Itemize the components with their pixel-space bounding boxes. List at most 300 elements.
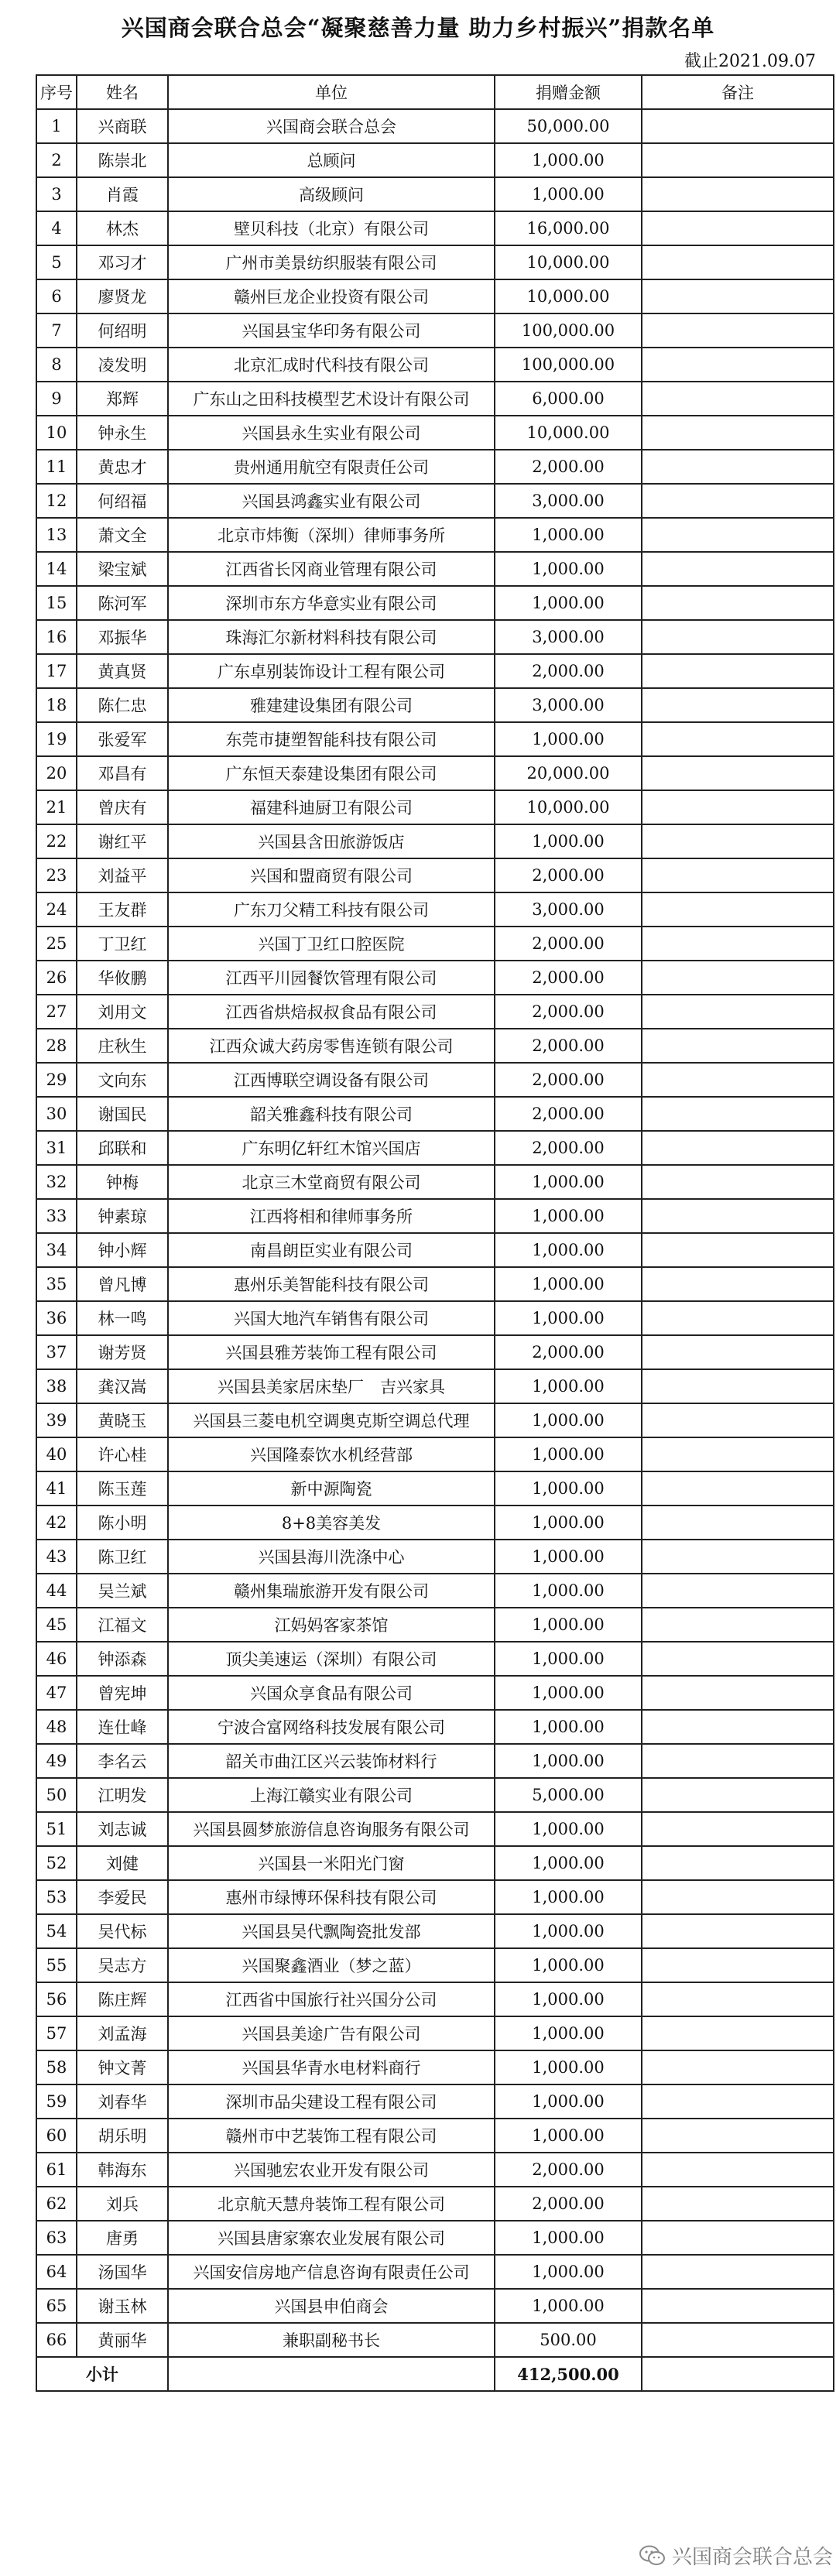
- row-note: [642, 1846, 834, 1880]
- row-no: 1: [36, 109, 77, 143]
- row-unit: 兴国县华青水电材料商行: [168, 2050, 495, 2084]
- row-no: 12: [36, 484, 77, 518]
- row-name: 吴代标: [77, 1914, 168, 1948]
- table-row: [36, 382, 834, 416]
- row-note: [642, 1165, 834, 1199]
- row-unit: 顶尖美速运（深圳）有限公司: [168, 1642, 495, 1676]
- row-no: 36: [36, 1301, 77, 1335]
- table-row: [36, 552, 834, 586]
- row-name: 刘春华: [77, 2084, 168, 2119]
- row-no: 47: [36, 1676, 77, 1710]
- table-row: [36, 348, 834, 382]
- table-row: [36, 1676, 834, 1710]
- row-note: [642, 1301, 834, 1335]
- row-unit: 韶关雅鑫科技有限公司: [168, 1097, 495, 1131]
- header-row: [36, 75, 834, 109]
- row-name: 谢国民: [77, 1097, 168, 1131]
- row-name: 钟文菁: [77, 2050, 168, 2084]
- row-unit: 兴国县宝华印务有限公司: [168, 313, 495, 348]
- row-unit: 深圳市东方华意实业有限公司: [168, 586, 495, 620]
- row-note: [642, 1233, 834, 1267]
- row-name: 吴兰斌: [77, 1574, 168, 1608]
- row-no: 63: [36, 2221, 77, 2255]
- total-amount: 412,500.00: [495, 2357, 642, 2391]
- row-amount: 1,000.00: [495, 586, 642, 620]
- row-note: [642, 927, 834, 961]
- row-unit: 雅建建设集团有限公司: [168, 688, 495, 722]
- row-amount: 6,000.00: [495, 382, 642, 416]
- row-amount: 1,000.00: [495, 518, 642, 552]
- row-amount: 1,000.00: [495, 1267, 642, 1301]
- row-note: [642, 1914, 834, 1948]
- row-name: 邓昌有: [77, 756, 168, 790]
- row-note: [642, 2323, 834, 2357]
- table-row: [36, 927, 834, 961]
- table-row: [36, 1097, 834, 1131]
- table-row: [36, 654, 834, 688]
- row-no: 32: [36, 1165, 77, 1199]
- row-note: [642, 892, 834, 927]
- row-no: 64: [36, 2255, 77, 2289]
- row-no: 60: [36, 2119, 77, 2153]
- row-amount: 1,000.00: [495, 2016, 642, 2050]
- table-row: [36, 1335, 834, 1369]
- row-name: 黄真贤: [77, 654, 168, 688]
- row-unit: 北京三木堂商贸有限公司: [168, 1165, 495, 1199]
- row-amount: 500.00: [495, 2323, 642, 2357]
- row-unit: 珠海汇尔新材料科技有限公司: [168, 620, 495, 654]
- row-name: 汤国华: [77, 2255, 168, 2289]
- table-row: [36, 143, 834, 177]
- table-row: [36, 688, 834, 722]
- row-no: 54: [36, 1914, 77, 1948]
- row-note: [642, 688, 834, 722]
- table-row: [36, 2187, 834, 2221]
- table-row: [36, 892, 834, 927]
- row-name: 陈仁忠: [77, 688, 168, 722]
- row-name: 林杰: [77, 211, 168, 245]
- row-unit: 总顾问: [168, 143, 495, 177]
- row-amount: 2,000.00: [495, 1131, 642, 1165]
- row-name: 刘孟海: [77, 2016, 168, 2050]
- row-no: 48: [36, 1710, 77, 1744]
- row-amount: 3,000.00: [495, 620, 642, 654]
- row-note: [642, 2153, 834, 2187]
- total-label: 小计: [36, 2357, 168, 2391]
- table-row: [36, 1437, 834, 1471]
- row-amount: 1,000.00: [495, 1437, 642, 1471]
- table-row: [36, 1063, 834, 1097]
- row-name: 李名云: [77, 1744, 168, 1778]
- row-amount: 1,000.00: [495, 1642, 642, 1676]
- row-name: 邱联和: [77, 1131, 168, 1165]
- row-name: 刘志诚: [77, 1812, 168, 1846]
- row-amount: 1,000.00: [495, 2050, 642, 2084]
- row-name: 许心桂: [77, 1437, 168, 1471]
- row-note: [642, 790, 834, 824]
- table-row: [36, 1029, 834, 1063]
- row-no: 7: [36, 313, 77, 348]
- row-name: 黄丽华: [77, 2323, 168, 2357]
- row-unit: 江西省中国旅行社兴国分公司: [168, 1982, 495, 2016]
- row-name: 陈崇北: [77, 143, 168, 177]
- row-unit: 东莞市捷塑智能科技有限公司: [168, 722, 495, 756]
- row-note: [642, 1029, 834, 1063]
- row-note: [642, 1642, 834, 1676]
- row-name: 郑辉: [77, 382, 168, 416]
- table-row: [36, 1744, 834, 1778]
- row-no: 18: [36, 688, 77, 722]
- row-no: 46: [36, 1642, 77, 1676]
- row-amount: 100,000.00: [495, 348, 642, 382]
- row-amount: 1,000.00: [495, 2255, 642, 2289]
- row-unit: 兴国聚鑫酒业（梦之蓝）: [168, 1948, 495, 1982]
- row-unit: 赣州集瑞旅游开发有限公司: [168, 1574, 495, 1608]
- row-note: [642, 824, 834, 858]
- row-name: 陈河军: [77, 586, 168, 620]
- row-no: 6: [36, 279, 77, 313]
- row-no: 2: [36, 143, 77, 177]
- row-amount: 1,000.00: [495, 2221, 642, 2255]
- row-no: 28: [36, 1029, 77, 1063]
- table-row: [36, 586, 834, 620]
- table-row: [36, 416, 834, 450]
- row-name: 钟永生: [77, 416, 168, 450]
- row-no: 4: [36, 211, 77, 245]
- row-unit: 兴国丁卫红口腔医院: [168, 927, 495, 961]
- watermark-text: 兴国商会联合总会: [671, 2546, 833, 2569]
- table-row: [36, 2221, 834, 2255]
- total-unit-cell: [168, 2357, 495, 2391]
- row-no: 11: [36, 450, 77, 484]
- row-name: 林一鸣: [77, 1301, 168, 1335]
- row-note: [642, 552, 834, 586]
- row-no: 31: [36, 1131, 77, 1165]
- row-name: 陈玉莲: [77, 1471, 168, 1506]
- table-row: [36, 824, 834, 858]
- row-amount: 16,000.00: [495, 211, 642, 245]
- table-row: [36, 518, 834, 552]
- row-amount: 1,000.00: [495, 1948, 642, 1982]
- row-note: [642, 858, 834, 892]
- row-no: 58: [36, 2050, 77, 2084]
- row-unit: 兴国县吴代飘陶瓷批发部: [168, 1914, 495, 1948]
- row-amount: 10,000.00: [495, 790, 642, 824]
- table-row: [36, 1812, 834, 1846]
- table-row: [36, 1233, 834, 1267]
- row-note: [642, 1948, 834, 1982]
- row-unit: 兴国隆泰饮水机经营部: [168, 1437, 495, 1471]
- row-no: 14: [36, 552, 77, 586]
- row-amount: 1,000.00: [495, 1914, 642, 1948]
- row-name: 刘益平: [77, 858, 168, 892]
- row-no: 45: [36, 1608, 77, 1642]
- row-no: 17: [36, 654, 77, 688]
- row-no: 25: [36, 927, 77, 961]
- row-note: [642, 1506, 834, 1540]
- header-note: 备注: [642, 75, 834, 109]
- row-amount: 1,000.00: [495, 1710, 642, 1744]
- row-note: [642, 2050, 834, 2084]
- row-no: 15: [36, 586, 77, 620]
- row-name: 萧文全: [77, 518, 168, 552]
- row-no: 39: [36, 1403, 77, 1437]
- row-amount: 1,000.00: [495, 1676, 642, 1710]
- table-row: [36, 1778, 834, 1812]
- row-note: [642, 1199, 834, 1233]
- row-amount: 1,000.00: [495, 1744, 642, 1778]
- total-note-cell: [642, 2357, 834, 2391]
- row-name: 江明发: [77, 1778, 168, 1812]
- row-note: [642, 2221, 834, 2255]
- row-amount: 2,000.00: [495, 961, 642, 995]
- row-no: 40: [36, 1437, 77, 1471]
- row-amount: 1,000.00: [495, 1233, 642, 1267]
- row-no: 44: [36, 1574, 77, 1608]
- row-name: 兴商联: [77, 109, 168, 143]
- table-row: [36, 177, 834, 211]
- table-row: [36, 756, 834, 790]
- row-name: 何绍明: [77, 313, 168, 348]
- row-amount: 2,000.00: [495, 995, 642, 1029]
- row-name: 文向东: [77, 1063, 168, 1097]
- row-note: [642, 2119, 834, 2153]
- row-unit: 兴国县雅芳装饰工程有限公司: [168, 1335, 495, 1369]
- row-unit: 兴国县海川洗涤中心: [168, 1540, 495, 1574]
- table-row: [36, 1199, 834, 1233]
- table-row: [36, 109, 834, 143]
- table-row: [36, 2323, 834, 2357]
- table-body: [36, 109, 834, 2357]
- row-amount: 1,000.00: [495, 1982, 642, 2016]
- row-name: 连仕峰: [77, 1710, 168, 1744]
- row-note: [642, 484, 834, 518]
- row-name: 王友群: [77, 892, 168, 927]
- row-note: [642, 2289, 834, 2323]
- row-unit: 江西省烘焙叔叔食品有限公司: [168, 995, 495, 1029]
- row-amount: 2,000.00: [495, 1097, 642, 1131]
- row-unit: 兴国安信房地产信息咨询有限责任公司: [168, 2255, 495, 2289]
- table-row: [36, 995, 834, 1029]
- header-no: 序号: [36, 75, 77, 109]
- row-no: 26: [36, 961, 77, 995]
- row-note: [642, 1471, 834, 1506]
- row-amount: 1,000.00: [495, 1301, 642, 1335]
- row-no: 55: [36, 1948, 77, 1982]
- row-name: 曾宪坤: [77, 1676, 168, 1710]
- row-amount: 1,000.00: [495, 2084, 642, 2119]
- row-name: 廖贤龙: [77, 279, 168, 313]
- row-no: 61: [36, 2153, 77, 2187]
- row-name: 陈小明: [77, 1506, 168, 1540]
- header-unit: 单位: [168, 75, 495, 109]
- row-unit: 兴国县三菱电机空调奥克斯空调总代理: [168, 1403, 495, 1437]
- row-no: 41: [36, 1471, 77, 1506]
- row-note: [642, 143, 834, 177]
- table-row: [36, 2153, 834, 2187]
- row-name: 张爱军: [77, 722, 168, 756]
- row-amount: 1,000.00: [495, 2119, 642, 2153]
- table-row: [36, 1165, 834, 1199]
- row-name: 钟梅: [77, 1165, 168, 1199]
- row-amount: 1,000.00: [495, 177, 642, 211]
- row-unit: 宁波合富网络科技发展有限公司: [168, 1710, 495, 1744]
- row-no: 57: [36, 2016, 77, 2050]
- row-note: [642, 1676, 834, 1710]
- row-note: [642, 722, 834, 756]
- row-amount: 3,000.00: [495, 892, 642, 927]
- row-amount: 100,000.00: [495, 313, 642, 348]
- row-note: [642, 348, 834, 382]
- row-unit: 北京汇成时代科技有限公司: [168, 348, 495, 382]
- row-unit: 广东山之田科技模型艺术设计有限公司: [168, 382, 495, 416]
- row-no: 50: [36, 1778, 77, 1812]
- row-no: 49: [36, 1744, 77, 1778]
- table-row: [36, 620, 834, 654]
- row-no: 66: [36, 2323, 77, 2357]
- table-row: [36, 1301, 834, 1335]
- row-no: 38: [36, 1369, 77, 1403]
- row-unit: 韶关市曲江区兴云装饰材料行: [168, 1744, 495, 1778]
- row-note: [642, 245, 834, 279]
- row-name: 胡乐明: [77, 2119, 168, 2153]
- table-row: [36, 211, 834, 245]
- table-row: [36, 279, 834, 313]
- row-name: 黄忠才: [77, 450, 168, 484]
- row-note: [642, 1574, 834, 1608]
- row-note: [642, 1812, 834, 1846]
- table-row: [36, 1471, 834, 1506]
- row-amount: 2,000.00: [495, 858, 642, 892]
- row-unit: 赣州市中艺装饰工程有限公司: [168, 2119, 495, 2153]
- row-note: [642, 995, 834, 1029]
- row-name: 梁宝斌: [77, 552, 168, 586]
- watermark: [639, 2541, 833, 2570]
- row-unit: 北京航天慧舟装饰工程有限公司: [168, 2187, 495, 2221]
- table-row: [36, 245, 834, 279]
- row-note: [642, 450, 834, 484]
- row-no: 35: [36, 1267, 77, 1301]
- row-unit: 广东卓别装饰设计工程有限公司: [168, 654, 495, 688]
- row-amount: 10,000.00: [495, 245, 642, 279]
- row-note: [642, 1778, 834, 1812]
- row-unit: 江西将相和律师事务所: [168, 1199, 495, 1233]
- row-unit: 兴国县美家居床垫厂 吉兴家具: [168, 1369, 495, 1403]
- table-row: [36, 1846, 834, 1880]
- row-note: [642, 1608, 834, 1642]
- row-name: 刘用文: [77, 995, 168, 1029]
- row-no: 10: [36, 416, 77, 450]
- row-no: 16: [36, 620, 77, 654]
- row-note: [642, 961, 834, 995]
- row-name: 钟添森: [77, 1642, 168, 1676]
- table-row: [36, 1574, 834, 1608]
- row-name: 刘健: [77, 1846, 168, 1880]
- row-name: 钟素琼: [77, 1199, 168, 1233]
- row-unit: 江西省长冈商业管理有限公司: [168, 552, 495, 586]
- row-unit: 兴国县申伯商会: [168, 2289, 495, 2323]
- row-name: 陈卫红: [77, 1540, 168, 1574]
- row-name: 华攸鹏: [77, 961, 168, 995]
- row-name: 钟小辉: [77, 1233, 168, 1267]
- table-row: [36, 1540, 834, 1574]
- row-amount: 1,000.00: [495, 1540, 642, 1574]
- table-row: [36, 1608, 834, 1642]
- row-amount: 2,000.00: [495, 1335, 642, 1369]
- row-note: [642, 1710, 834, 1744]
- row-no: 42: [36, 1506, 77, 1540]
- table-row: [36, 1880, 834, 1914]
- row-amount: 1,000.00: [495, 552, 642, 586]
- row-unit: 兴国县唐家寨农业发展有限公司: [168, 2221, 495, 2255]
- row-unit: 贵州通用航空有限责任公司: [168, 450, 495, 484]
- wechat-icon: [639, 2545, 666, 2567]
- row-note: [642, 1744, 834, 1778]
- row-name: 韩海东: [77, 2153, 168, 2187]
- row-name: 曾凡博: [77, 1267, 168, 1301]
- row-no: 43: [36, 1540, 77, 1574]
- table-row: [36, 1131, 834, 1165]
- row-no: 21: [36, 790, 77, 824]
- row-name: 吴志方: [77, 1948, 168, 1982]
- row-name: 唐勇: [77, 2221, 168, 2255]
- row-no: 9: [36, 382, 77, 416]
- row-note: [642, 1063, 834, 1097]
- row-amount: 1,000.00: [495, 722, 642, 756]
- row-note: [642, 416, 834, 450]
- row-amount: 2,000.00: [495, 450, 642, 484]
- row-unit: 江西平川园餐饮管理有限公司: [168, 961, 495, 995]
- table-row: [36, 961, 834, 995]
- row-note: [642, 279, 834, 313]
- row-no: 33: [36, 1199, 77, 1233]
- table-row: [36, 1642, 834, 1676]
- row-no: 52: [36, 1846, 77, 1880]
- row-no: 5: [36, 245, 77, 279]
- row-name: 龚汉嵩: [77, 1369, 168, 1403]
- row-unit: 惠州市绿博环保科技有限公司: [168, 1880, 495, 1914]
- row-no: 62: [36, 2187, 77, 2221]
- row-amount: 2,000.00: [495, 2153, 642, 2187]
- row-unit: 兼职副秘书长: [168, 2323, 495, 2357]
- row-note: [642, 1369, 834, 1403]
- row-name: 庄秋生: [77, 1029, 168, 1063]
- row-unit: 兴国和盟商贸有限公司: [168, 858, 495, 892]
- row-note: [642, 1880, 834, 1914]
- row-amount: 2,000.00: [495, 2187, 642, 2221]
- row-unit: 广州市美景纺织服装有限公司: [168, 245, 495, 279]
- row-amount: 1,000.00: [495, 1506, 642, 1540]
- row-amount: 1,000.00: [495, 1608, 642, 1642]
- table-row: [36, 1403, 834, 1437]
- total-row: [36, 2357, 834, 2391]
- row-amount: 2,000.00: [495, 1063, 642, 1097]
- table-row: [36, 2255, 834, 2289]
- row-amount: 50,000.00: [495, 109, 642, 143]
- row-unit: 广东明亿轩红木馆兴国店: [168, 1131, 495, 1165]
- row-unit: 新中源陶瓷: [168, 1471, 495, 1506]
- row-unit: 高级顾问: [168, 177, 495, 211]
- row-unit: 8+8美容美发: [168, 1506, 495, 1540]
- row-amount: 1,000.00: [495, 1812, 642, 1846]
- row-no: 8: [36, 348, 77, 382]
- row-amount: 2,000.00: [495, 1029, 642, 1063]
- row-note: [642, 1540, 834, 1574]
- row-no: 53: [36, 1880, 77, 1914]
- row-amount: 1,000.00: [495, 1199, 642, 1233]
- table-row: [36, 313, 834, 348]
- as-of-date: 截止2021.09.07: [684, 52, 816, 71]
